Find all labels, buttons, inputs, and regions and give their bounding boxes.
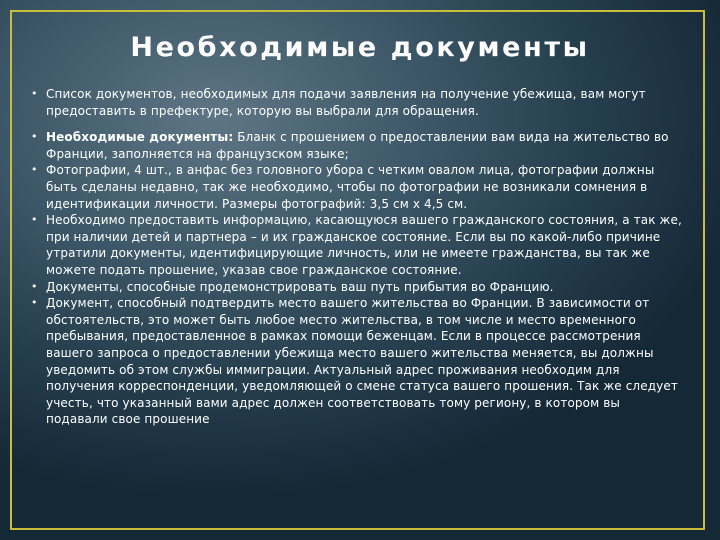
bullet-text: Фотографии, 4 шт., в анфас без головного убора с четким овалом лица, фотографии должны быть сделаны недавно, так же необходимо, чтобы по фотографии не возникали сомнения в идентификации личности. Размеры фотографий: 3,5 см х 4,5 см.: [46, 163, 655, 211]
slide-title: Необходимые документы: [130, 32, 590, 63]
bullet-icon: •: [31, 130, 38, 144]
bullet-text: Бланк с прошением о предоставлении вам вида на жительство во Франции, заполняется на французском языке;: [46, 130, 669, 161]
bullet-bold-label: Необходимые документы:: [46, 130, 234, 145]
bullet-icon: •: [31, 279, 38, 293]
bullet-icon: •: [31, 163, 38, 177]
bullet-icon: •: [31, 296, 38, 310]
bullet-text: Необходимо предоставить информацию, касающуюся вашего гражданского состояния, а так же, при наличии детей и партнера – и их гражданское состояние. Если вы по какой-либо причине утратили документы, идентифицирующие личность, или не имеете гражданства, вы так же можете подать прошение, указав свое гражданское состояние.: [46, 213, 682, 277]
bullet-text: Список документов, необходимых для подачи заявления на получение убежища, вам могут предоставить в префектуре, которую вы выбрали для обращения.: [46, 87, 646, 118]
bullet-item: [30, 86, 682, 119]
bullet-item: [30, 279, 682, 296]
bullet-item: [30, 129, 682, 162]
bullet-item: [30, 162, 682, 212]
bullet-text: Документ, способный подтвердить место вашего жительства во Франции. В зависимости от обстоятельств, это может быть любое место жительства, в том числе и место временного пребывания, предоставленное в рамках помощи беженцам. Если в процессе рассмотрения вашего запроса о предоставлении убежища место вашего жительства меняется, вы должны уведомить об этом службы иммиграции. Актуальный адрес проживания необходим для получения корреспонденции, уведомляющей о смене статуса вашего прошения. Так же следует учесть, что указанный вами адрес должен соответствовать тому региону, в котором вы подавали свое прошение: [46, 296, 678, 427]
bullet-text: Документы, способные продемонстрировать ваш путь прибытия во Францию.: [46, 279, 554, 294]
bullet-icon: •: [31, 87, 38, 100]
bullet-list: [30, 86, 682, 428]
bullet-icon: •: [31, 213, 38, 227]
bullet-item: [30, 295, 682, 428]
bullet-item: [30, 212, 682, 278]
